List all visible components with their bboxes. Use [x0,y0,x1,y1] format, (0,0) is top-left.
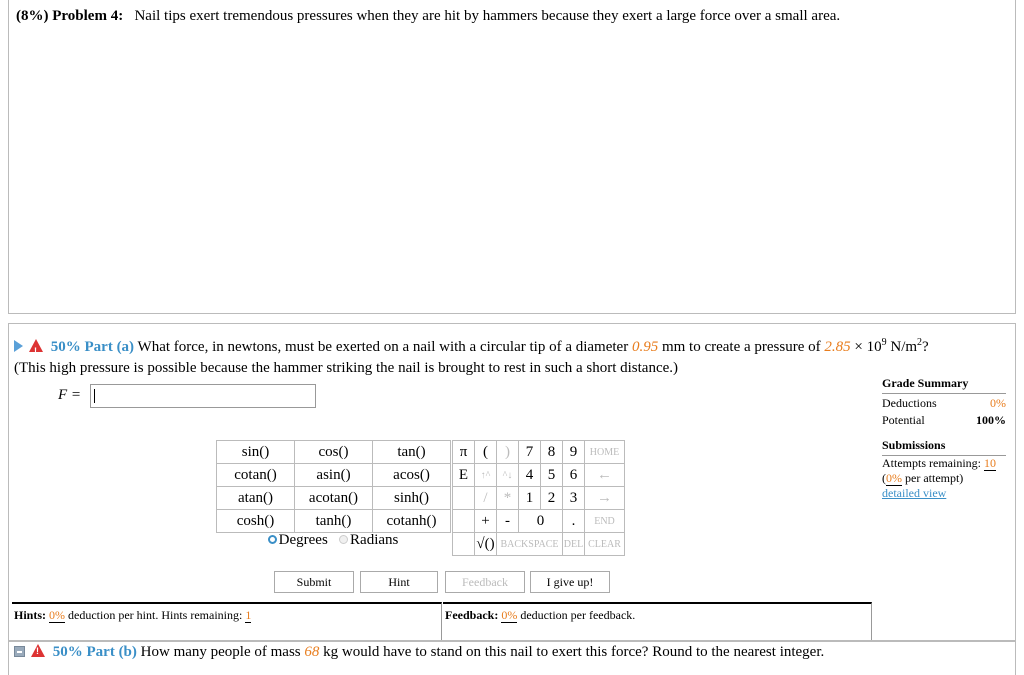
key-acotan[interactable]: acotan() [295,487,373,510]
part-b-header [14,644,824,661]
key-cotanh[interactable]: cotanh() [373,510,451,533]
key-2[interactable]: 2 [541,487,563,510]
submit-button[interactable]: Submit [274,571,354,593]
expand-triangle-icon[interactable] [14,340,23,352]
part-a-q5: ? [922,339,929,355]
key-cosh[interactable]: cosh() [217,510,295,533]
feedback-button[interactable]: Feedback [445,571,525,593]
problem-statement [16,8,840,25]
detailed-view-link[interactable]: detailed view [882,486,947,500]
feedback-text: deduction per feedback. [520,608,636,622]
key-5[interactable]: 5 [541,464,563,487]
part-b-title: 50% Part (b) [52,644,137,660]
problem-text: Nail tips exert tremendous pressures when they are hit by hammers because they exert a large force over a small area. [134,8,841,24]
part-b-q2: kg would have to stand on this nail to exert this force? Round to the nearest integer. [323,644,825,660]
key-e[interactable]: E [453,464,475,487]
collapse-icon[interactable] [14,646,25,657]
key-0[interactable]: 0 [519,510,563,533]
key-del[interactable]: DEL [563,533,585,556]
part-a-q1: What force, in newtons, must be exerted on a nail with a circular tip of a diameter [137,339,629,355]
key-acos[interactable]: acos() [373,464,451,487]
key-cotan[interactable]: cotan() [217,464,295,487]
function-keypad [216,440,451,533]
key-1[interactable]: 1 [519,487,541,510]
key-blank [453,487,475,510]
key-cos[interactable]: cos() [295,441,373,464]
numeric-keypad [452,440,625,556]
radians-radio[interactable] [339,535,348,544]
grade-summary [882,376,1006,428]
hints-text: deduction per hint. Hints remaining: [68,608,243,622]
key-sin[interactable]: sin() [217,441,295,464]
text-cursor [94,389,95,403]
key-right[interactable]: → [585,487,625,510]
key-left[interactable]: ← [585,464,625,487]
attempts-value: 10 [983,456,996,470]
key-rparen[interactable]: ) [497,441,519,464]
angle-mode [216,532,450,552]
key-atan[interactable]: atan() [217,487,295,510]
key-sinh[interactable]: sinh() [373,487,451,510]
deductions-label: Deductions [882,396,937,410]
degrees-label[interactable]: Degrees [278,532,328,548]
radians-label[interactable]: Radians [350,532,399,548]
key-end[interactable]: END [585,510,625,533]
degrees-radio[interactable] [268,535,277,544]
answer-input[interactable] [90,384,316,408]
part-a-q4: N/m [890,339,918,355]
key-backspace[interactable]: BACKSPACE [497,533,563,556]
key-4[interactable]: 4 [519,464,541,487]
hints-remaining: 1 [245,608,252,622]
hint-deduction: 0% [49,608,66,622]
potential-value: 100% [976,413,1006,427]
part-a-q3: × 10 [854,339,882,355]
diameter-value: 0.95 [631,339,659,355]
mass-value: 68 [304,644,320,660]
per-attempt-text: per attempt) [905,471,964,485]
variable-label: F = [58,387,82,403]
pressure-value: 2.85 [824,339,851,355]
per-open: ( [882,471,886,485]
problem-label: (8%) Problem 4: [16,8,124,24]
feedback-deduction: 0% [501,608,518,622]
key-tanh[interactable]: tanh() [295,510,373,533]
key-tan[interactable]: tan() [373,441,451,464]
part-b-q1: How many people of mass [140,644,301,660]
key-blank2 [453,510,475,533]
warning-icon-b [31,644,45,657]
deductions-value: 0% [990,396,1006,410]
key-home[interactable]: HOME [585,441,625,464]
unit-square: 2 [917,337,923,348]
exponent: 9 [881,337,887,348]
key-clear[interactable]: CLEAR [585,533,625,556]
hint-button[interactable]: Hint [360,571,438,593]
warning-icon [29,339,43,352]
hints-panel [12,602,442,640]
key-star[interactable]: * [497,487,519,510]
part-a-header [14,332,929,379]
part-a-q2: mm to create a pressure of [661,339,821,355]
part-a-title: 50% Part (a) [50,339,135,355]
per-attempt-value: 0% [886,471,902,485]
key-slash[interactable]: / [475,487,497,510]
part-a-line2: (This high pressure is possible because the hammer striking the nail is brought to rest in such a short distance.) [14,360,679,376]
submissions-title: Submissions [882,438,1006,456]
key-sqrt[interactable]: √() [475,533,497,556]
potential-label: Potential [882,413,925,427]
key-7[interactable]: 7 [519,441,541,464]
key-blank3 [453,533,475,556]
key-up[interactable]: ↑^ [475,464,497,487]
feedback-label: Feedback: [445,608,499,622]
key-pi[interactable]: π [453,441,475,464]
key-down[interactable]: ^↓ [497,464,519,487]
feedback-panel [443,602,872,640]
key-3[interactable]: 3 [563,487,585,510]
key-9[interactable]: 9 [563,441,585,464]
key-8[interactable]: 8 [541,441,563,464]
key-minus[interactable]: - [497,510,519,533]
key-lparen[interactable]: ( [475,441,497,464]
hints-label: Hints: [14,608,47,622]
problem-statement-box [8,0,1016,314]
grade-summary-title: Grade Summary [882,376,1006,394]
key-6[interactable]: 6 [563,464,585,487]
key-asin[interactable]: asin() [295,464,373,487]
attempts-label: Attempts remaining: [882,456,981,470]
key-dot[interactable]: . [563,510,585,533]
give-up-button[interactable]: I give up! [530,571,610,593]
submissions-panel [882,438,1006,501]
key-plus[interactable]: + [475,510,497,533]
